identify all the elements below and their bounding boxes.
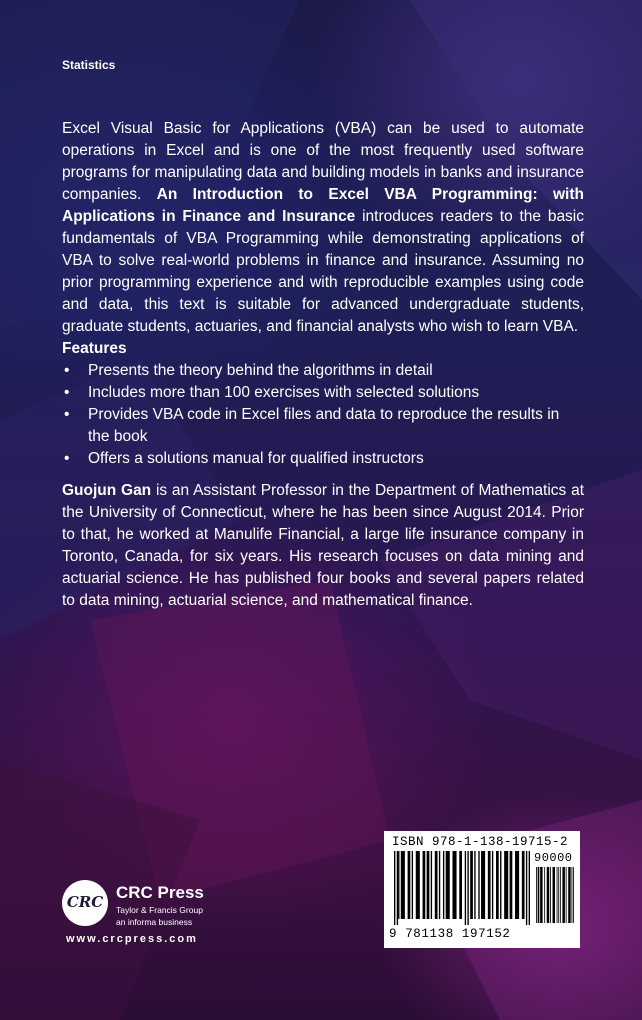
- barcode-bar: [510, 851, 513, 919]
- barcode-bar: [572, 867, 573, 923]
- barcode-bar: [470, 851, 473, 919]
- barcode-bar: [557, 867, 558, 923]
- barcode-bar: [459, 851, 462, 919]
- barcode-bar: [488, 851, 491, 919]
- author-name: Guojun Gan: [62, 482, 152, 499]
- isbn-text: ISBN 978-1-138-19715-2: [392, 835, 569, 849]
- barcode-bar: [492, 851, 493, 919]
- barcode-bar: [550, 867, 551, 923]
- feature-item: • Presents the theory behind the algorithms in detail: [62, 360, 584, 382]
- barcode-bar: [439, 851, 440, 919]
- barcode-bar: [538, 867, 539, 923]
- feature-item: • Offers a solutions manual for qualified instructors: [62, 448, 584, 470]
- barcode-bar: [568, 867, 570, 923]
- description-rest: introduces readers to the basic fundamentals of VBA Programming while demonstrating applications of VBA to solve real-world problems in finance and insurance. Assuming no prior programming experience and with reproducible examples using code and data, this text is suitable for advanced undergraduate students, graduate students, actuaries, and financial analysts who wish to learn VBA.: [62, 208, 585, 335]
- features-list: [62, 360, 584, 470]
- addon-text: 90000: [534, 851, 573, 865]
- barcode-bar: [478, 851, 479, 919]
- publisher-business: an informa business: [116, 917, 193, 927]
- barcode-bar: [540, 867, 542, 923]
- barcode-bar: [526, 851, 527, 925]
- publisher-name: CRC Press: [116, 883, 204, 902]
- author-bio-text: is an Assistant Professor in the Department of Mathematics at the University of Connecticut, where he has been since August 2014. Prior to that, he worked at Manulife Financial, a large life insurance company in Toronto, Canada, for six years. His research focuses on data mining and actuarial science. He has published four books and several papers related to data mining, actuarial science, and mathematical finance.: [62, 482, 585, 609]
- publisher-url[interactable]: www.crcpress.com: [66, 933, 198, 945]
- barcode-bar: [435, 851, 438, 919]
- barcode-bar: [452, 851, 456, 919]
- barcode-bar: [538, 867, 539, 923]
- barcode-digits: 9 781138 197152: [389, 927, 511, 941]
- barcode-bar: [553, 867, 555, 923]
- publisher-block: [62, 880, 282, 950]
- isbn-barcode: [384, 831, 580, 948]
- description-intro: Excel Visual Basic for Applications (VBA) can be used to automate operations in Excel and is one of the most frequently used software programs for manipulating data and building models in banks and insurance companies.: [62, 120, 584, 203]
- feature-item: • Includes more than 100 exercises with selected solutions: [62, 382, 584, 404]
- barcode-bar: [474, 851, 475, 919]
- book-title: An Introduction to Excel VBA Programming: with Applications in Finance and Insurance: [62, 186, 584, 225]
- barcode-bar: [529, 851, 530, 925]
- barcode-bar: [481, 851, 485, 919]
- barcode-bar: [401, 851, 405, 919]
- barcode-bar: [423, 851, 426, 919]
- barcode-bar: [515, 851, 519, 919]
- addon-barcode-bars: [536, 867, 574, 927]
- publisher-group: Taylor & Francis Group: [116, 905, 203, 915]
- barcode-bar: [397, 851, 398, 925]
- description-paragraph: [62, 118, 584, 338]
- barcode-bar: [408, 851, 411, 919]
- barcode-bar: [412, 851, 413, 919]
- barcode-bar: [394, 851, 395, 925]
- barcode-bar: [558, 867, 559, 923]
- barcode-bar: [573, 867, 574, 923]
- barcode-bar: [500, 851, 501, 919]
- barcode-bar: [398, 851, 399, 919]
- barcode-bar: [547, 867, 549, 923]
- barcode-bar: [566, 867, 567, 923]
- category-label: Statistics: [62, 58, 116, 72]
- feature-item: • Provides VBA code in Excel files and data to reproduce the results in the book: [62, 404, 584, 448]
- barcode-bar: [522, 851, 525, 919]
- barcode-bar: [443, 851, 444, 919]
- barcode-bar: [496, 851, 499, 919]
- barcode-bar: [544, 867, 545, 923]
- barcode-bar: [562, 867, 564, 923]
- barcode-bar: [560, 867, 561, 923]
- barcode-bar: [416, 851, 420, 919]
- barcode-bar: [504, 851, 508, 919]
- barcode-bar: [465, 851, 466, 925]
- back-cover-text: [62, 118, 584, 612]
- barcode-bar: [431, 851, 432, 919]
- barcode-bar: [446, 851, 450, 919]
- barcode-bars: [394, 851, 530, 927]
- features-heading: Features: [62, 340, 127, 357]
- logo-text: CRC: [66, 893, 104, 911]
- barcode-bar: [467, 851, 468, 925]
- barcode-bar: [536, 867, 537, 923]
- barcode-bar: [427, 851, 430, 919]
- crc-logo-icon: [62, 880, 108, 926]
- author-bio: [62, 480, 584, 612]
